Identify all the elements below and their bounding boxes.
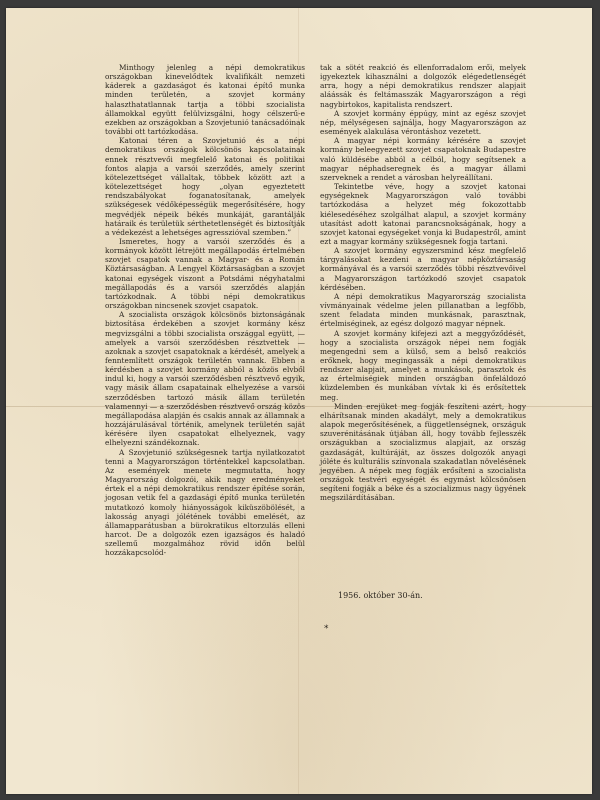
star-ornament: * bbox=[324, 624, 329, 634]
left-column bbox=[105, 63, 305, 557]
paragraph: Minthogy jelenleg a népi demokratikus országokban kinevelődtek kvalifikált nemzeti káderek a gazdaságot és katonai építő munka minden területén, a szovjet kormány halaszthatatlannak tartja a többi szocialista államokkal együtt felülvizsgálni, hogy célszerű-e ezekben az országokban a Szovjetunió tanácsadóinak további ott tartózkodása. bbox=[105, 63, 305, 137]
document-sheet bbox=[6, 8, 592, 794]
paragraph: A magyar népi kormány kérésére a szovjet kormány beleegyezett szovjet csapatoknak Budapestre való küldésébe abból a célból, hogy segítsenek a magyar néphadseregnek és a magyar állami szerveknek a rendet a városban helyreállítani. bbox=[320, 136, 526, 182]
paragraph: Katonai téren a Szovjetunió és a népi demokratikus országok kölcsönös kapcsolatainak ennek résztvevői megfelelő katonai és politikai fontos alapja a varsói szerződés, amely szerint kötelezettséget vállaltak, többek között azt a kötelezettséget hogy „olyan egyeztetett rendszabályokat foganatosítanak, amelyek szükségesek védőképességük megerősítésére, hogy megvédjék népeik békés munkáját, garantálják határaik és területük sérthetetlenségét és biztosítják a védekezést a lehetséges agresszióval szemben.” bbox=[105, 136, 305, 237]
right-column bbox=[320, 63, 526, 503]
paragraph: Minden erejüket meg fogják feszíteni azért, hogy elhárítsanak minden akadályt, mely a demokratikus alapok megerősítésének, a függetlenségnek, országuk szuverénitásának útjában áll, hogy tovább fejlesszék országukban a szocializmus alapjait, az ország gazdaságát, kultúráját, az összes dolgozók anyagi jóléte és kulturális színvonala szakadatlan növelésének jegyében. A népek meg fogják erősíteni a szocialista országok testvéri egységét és egymást kölcsönösen segíteni fogják a béke és a szocializmus nagy ügyének megszilárdításában. bbox=[320, 401, 526, 503]
paragraph: Ismeretes, hogy a varsói szerződés és a kormányok között létrejött megállapodás értelmében szovjet csapatok vannak a Magyar- és a Román Köztársaságban. A Lengyel Köztársaságban a szovjet katonai egységek viszont a Potsdámi négyhatalmi megállapodás és a varsói szerződés alapján tartózkodnak. A többi népi demokratikus országokban nincsenek szovjet csapatok. bbox=[105, 236, 305, 311]
paragraph: A szovjet kormány egyszersmind kész megfelelő tárgyalásokat kezdeni a magyar népköztársaság kormányával és a varsói szerződés többi résztvevőivel a Magyarországon tartózkodó szovjet csapatok kérdésében. bbox=[320, 246, 526, 292]
document-date: 1956. október 30-án. bbox=[338, 591, 423, 600]
paragraph: A szovjet kormány kifejezi azt a meggyőződését, hogy a szocialista országok népei nem fogják megengedni sem a külső, sem a belső reakciós erőknek, hogy megingassák a népi demokratikus rendszer alapjait, amelyet a munkások, parasztok és az értelmiségiek minden országban önfeláldozó küzdelemben és munkában vívtak ki és erősítettek meg. bbox=[320, 328, 526, 402]
paragraph: A szovjet kormány éppúgy, mint az egész szovjet nép, mélységesen sajnálja, hogy Magyarországon az események alakulása vérontáshoz vezetett. bbox=[320, 108, 526, 137]
paragraph: A szocialista országok kölcsönös biztonságának biztosítása érdekében a szovjet kormány kész megvizsgálni a többi szocialista országgal együtt, — amelyek a varsói szerződésben résztvettek — azoknak a szovjet csapatoknak a kérdését, amelyek a fenntemlített országok területén vannak. Ebben a kérdésben a szovjet kormány abból a közös elvből indul ki, hogy a varsói szerződésben résztvevő egyik, vagy másik állam csapatainak elhelyezése a varsói szerződésben tartozó másik állam területén valamennyi — a szerződésben résztvevő ország közös megállapodása alapján és csakis annak az államnak a hozzájárulásával történik, amelynek területén saját kérésére ilyen csapatokat elhelyeznek, vagy elhelyezni szándékoznak. bbox=[105, 310, 305, 448]
paragraph: tak a sötét reakció és ellenforradalom erői, melyek igyekeztek kihasználni a dolgozók elégedetlenségét arra, hogy a népi demokratikus rendszer alapjait aláássák és feltámasszák Magyarországon a régi nagybirtokos, kapitalista rendszert. bbox=[320, 63, 526, 109]
paragraph: Tekintetbe véve, hogy a szovjet katonai egységeknek Magyarországon való további tartózkodása a helyzet még fokozottabb kiélesedéséhez szolgálhat alapul, a szovjet kormány utasítást adott katonai parancsnokságának, hogy a szovjet katonai egységeket vonja ki Budapestről, amint ezt a magyar kormány szükségesnek fogja tartani. bbox=[320, 182, 526, 246]
paragraph: A népi demokratikus Magyarország szocialista vívmányainak védelme jelen pillanatban a legfőbb, szent feladata minden munkásnak, parasztnak, értelmiséginek, az egész dolgozó magyar népnek. bbox=[320, 291, 526, 329]
paragraph: A Szovjetunió szükségesnek tartja nyilatkozatot tenni a Magyarországon történtekkel kapcsolatban. Az események menete megmutatta, hogy Magyarország dolgozói, akik nagy eredményeket értek el a népi demokratikus rendszer építése során, jogosan vetik fel a gazdasági építő munka területén mutatkozó komoly hiányosságok kiküszöbölését, a lakosság anyagi jólétének további emelését, az államapparátusban a bürokratikus eltorzulás elleni harcot. De a dolgozók ezen igazságos és haladó szellemű mozgalmához rövid időn belül hozzákapcsolód- bbox=[105, 447, 305, 558]
